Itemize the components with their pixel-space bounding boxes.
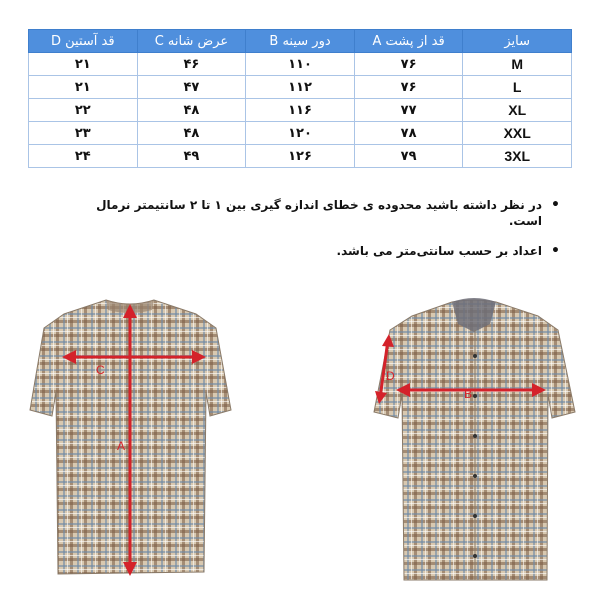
header-shoulder: عرض شانه C <box>137 30 246 53</box>
cell-size: 3XL <box>463 145 572 168</box>
shirt-back-svg <box>28 292 233 584</box>
note-units: • اعداد بر حسب سانتی‌متر می باشد. <box>90 243 560 259</box>
table-row <box>29 53 572 76</box>
header-back-length: قد از پشت A <box>354 30 463 53</box>
cell-size: M <box>463 53 572 76</box>
size-chart-table <box>28 29 572 168</box>
table-row <box>29 145 572 168</box>
label-b: B <box>464 387 473 401</box>
table-row <box>29 122 572 145</box>
cell-back-length: ۷۷ <box>354 99 463 122</box>
shirt-front-diagram <box>372 296 577 586</box>
cell-shoulder: ۴۹ <box>137 145 246 168</box>
header-size: سایز <box>463 30 572 53</box>
cell-chest: ۱۱۶ <box>246 99 355 122</box>
cell-chest: ۱۱۲ <box>246 76 355 99</box>
cell-size: XXL <box>463 122 572 145</box>
shirt-front-svg <box>372 296 577 586</box>
cell-shoulder: ۴۸ <box>137 99 246 122</box>
cell-chest: ۱۱۰ <box>246 53 355 76</box>
cell-back-length: ۷۸ <box>354 122 463 145</box>
cell-sleeve: ۲۲ <box>29 99 138 122</box>
label-d: D <box>386 369 395 383</box>
table-row <box>29 76 572 99</box>
cell-sleeve: ۲۱ <box>29 53 138 76</box>
cell-size: L <box>463 76 572 99</box>
cell-shoulder: ۴۸ <box>137 122 246 145</box>
cell-size: XL <box>463 99 572 122</box>
cell-shoulder: ۴۷ <box>137 76 246 99</box>
shirt-back-diagram <box>28 292 233 584</box>
cell-back-length: ۷۶ <box>354 76 463 99</box>
cell-shoulder: ۴۶ <box>137 53 246 76</box>
header-chest: دور سینه B <box>246 30 355 53</box>
label-c: C <box>96 363 105 377</box>
cell-chest: ۱۲۶ <box>246 145 355 168</box>
cell-sleeve: ۲۴ <box>29 145 138 168</box>
table-row <box>29 99 572 122</box>
cell-back-length: ۷۶ <box>354 53 463 76</box>
header-sleeve: قد آستین D <box>29 30 138 53</box>
table-header-row <box>29 30 572 53</box>
notes-list <box>90 197 560 273</box>
cell-chest: ۱۲۰ <box>246 122 355 145</box>
cell-sleeve: ۲۳ <box>29 122 138 145</box>
cell-back-length: ۷۹ <box>354 145 463 168</box>
note-measurement-error: • در نظر داشته باشید محدوده ی خطای اندازه گیری بین ۱ تا ۲ سانتیمتر نرمال است. <box>90 197 560 229</box>
cell-sleeve: ۲۱ <box>29 76 138 99</box>
label-a: A <box>117 439 126 453</box>
